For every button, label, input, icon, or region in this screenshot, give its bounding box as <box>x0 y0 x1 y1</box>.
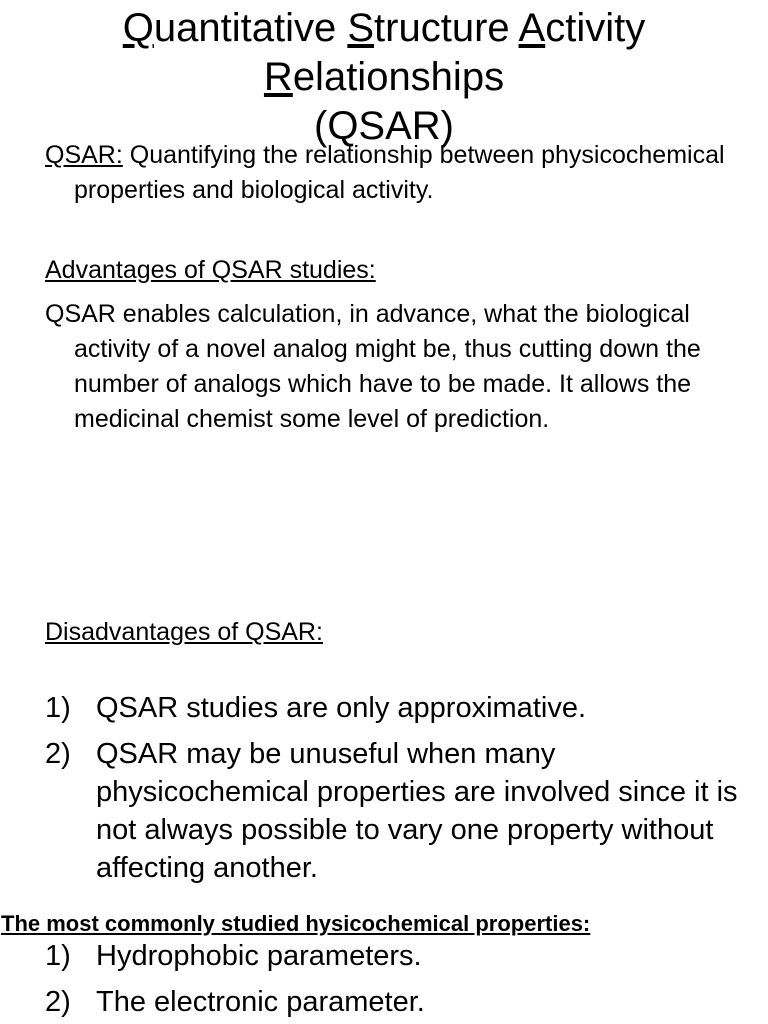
definition-text: Quantifying the relationship between physicochemical properties and biological activity. <box>74 141 725 204</box>
title-word-structure: tructure <box>374 6 519 50</box>
title-word-relationships: elationships <box>292 55 505 99</box>
list-item-text: Hydrophobic parameters. <box>96 940 422 972</box>
definition-label: QSAR: <box>45 141 123 169</box>
list-item-text: QSAR may be unuseful when many physicochemical properties are involved since it is not always possible to vary one property without affecting another. <box>96 738 738 884</box>
properties-list <box>45 937 738 1021</box>
disadvantages-heading: Disadvantages of QSAR: <box>45 618 323 646</box>
list-item-text: QSAR studies are only approximative. <box>96 692 586 724</box>
properties-heading: The most commonly studied hysicochemical properties: <box>1 911 591 936</box>
title-initial-q: Q <box>122 6 154 50</box>
list-item-number: 1) <box>45 940 71 972</box>
list-item <box>45 735 738 887</box>
title-line-2 <box>0 53 768 102</box>
advantages-text: QSAR enables calculation, in advance, what the biological activity of a novel analog might be, thus cutting down the number of analogs which have to be made. It allows the medicinal chemist some level of prediction. <box>45 300 701 433</box>
page-title <box>0 4 768 151</box>
list-item-number: 1) <box>45 692 71 724</box>
title-word-activity: ctivity <box>545 6 646 50</box>
title-initial-r: R <box>263 55 293 99</box>
list-item-text: The electronic parameter. <box>96 986 425 1018</box>
title-initial-a: A <box>518 6 546 50</box>
list-item-number: 2) <box>45 738 71 770</box>
definition-paragraph <box>45 138 728 208</box>
title-line-1 <box>0 4 768 53</box>
advantages-block <box>45 253 728 437</box>
disadvantages-block <box>45 615 728 650</box>
list-item <box>45 983 738 1021</box>
disadvantages-list <box>45 689 738 887</box>
list-item-number: 2) <box>45 986 71 1018</box>
title-word-quantitative: uantitative <box>153 6 348 50</box>
list-item <box>45 937 738 975</box>
advantages-heading: Advantages of QSAR studies: <box>45 256 376 284</box>
list-item <box>45 689 738 727</box>
title-initial-s: S <box>347 6 375 50</box>
title-line-3: (QSAR) <box>314 104 454 148</box>
definition-block <box>45 138 728 208</box>
